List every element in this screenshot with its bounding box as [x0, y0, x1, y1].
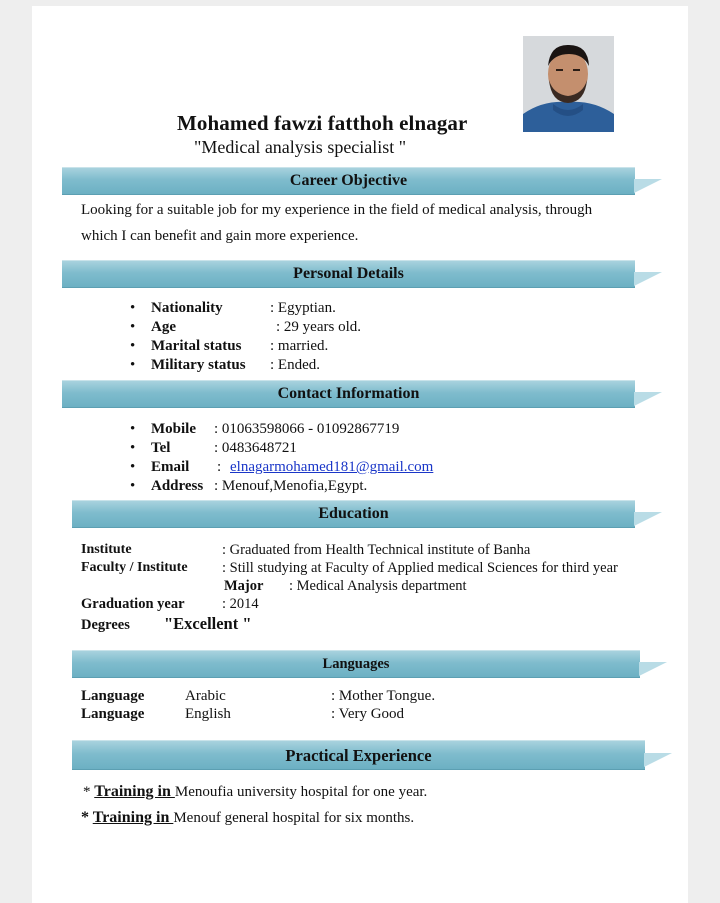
tel-label: Tel: [151, 440, 171, 456]
section-heading-contact: Contact Information: [277, 385, 420, 402]
band-arrow-icon: [634, 175, 662, 193]
faculty-value: : Still studying at Faculty of Applied medical Sciences for third year: [222, 560, 618, 576]
profile-photo: [523, 36, 614, 132]
bullet-icon: •: [130, 459, 136, 475]
language-label: Language: [81, 688, 145, 704]
band-arrow-icon: [634, 388, 662, 406]
major-value: : Medical Analysis department: [289, 578, 467, 594]
bullet-icon: •: [130, 300, 136, 316]
email-link[interactable]: elnagarmohamed181@gmail.com: [230, 459, 434, 475]
tel-value: : 0483648721: [214, 440, 297, 456]
nationality-value: : Egyptian.: [270, 300, 336, 316]
language-level: : Mother Tongue.: [331, 688, 436, 704]
marital-label: Marital status: [151, 338, 242, 354]
experience-text: Menoufia university hospital for one year.: [174, 784, 428, 800]
section-heading-experience: Practical Experience: [285, 746, 432, 765]
mobile-value: : 01063598066 - 01092867719: [214, 421, 400, 437]
language-level: : Very Good: [331, 706, 405, 722]
experience-text: Menouf general hospital for six months.: [173, 810, 415, 826]
military-label: Military status: [151, 357, 246, 373]
experience-prefix: *: [81, 809, 93, 826]
bullet-icon: •: [130, 357, 136, 373]
marital-value: : married.: [270, 338, 329, 354]
age-value: : 29 years old.: [276, 319, 361, 335]
graduation-label: Graduation year: [81, 596, 185, 612]
institute-value: : Graduated from Health Technical institute of Banha: [222, 542, 531, 558]
career-line-1: Looking for a suitable job for my experience in the field of medical analysis, through: [81, 202, 593, 218]
language-name: Arabic: [185, 688, 226, 704]
section-heading-education: Education: [318, 505, 389, 522]
major-label: Major: [224, 578, 264, 594]
bullet-icon: •: [130, 319, 136, 335]
person-portrait-icon: [523, 36, 614, 132]
section-heading-languages: Languages: [322, 656, 390, 672]
experience-item: [83, 783, 427, 801]
experience-training-label: Training in: [92, 809, 174, 826]
address-label: Address: [151, 478, 204, 494]
email-colon: :: [217, 459, 222, 475]
nationality-label: Nationality: [151, 300, 223, 316]
email-label: Email: [151, 459, 190, 475]
band-arrow-icon: [634, 268, 662, 286]
mobile-label: Mobile: [151, 421, 196, 437]
experience-prefix: *: [83, 784, 95, 800]
career-line-2: which I can benefit and gain more experience.: [81, 228, 359, 244]
experience-training-label: Training in: [94, 783, 175, 800]
candidate-name: Mohamed fawzi fatthoh elnagar: [177, 111, 468, 135]
language-name: English: [185, 706, 231, 722]
section-heading-career: Career Objective: [289, 172, 408, 189]
section-heading-personal: Personal Details: [293, 265, 404, 282]
bullet-icon: •: [130, 338, 136, 354]
language-label: Language: [81, 706, 145, 722]
band-arrow-icon: [644, 749, 672, 767]
age-label: Age: [151, 319, 176, 335]
bullet-icon: •: [130, 440, 136, 456]
bullet-icon: •: [130, 478, 136, 494]
degrees-label: Degrees: [81, 617, 130, 633]
candidate-title: "Medical analysis specialist ": [194, 137, 407, 157]
military-value: : Ended.: [270, 357, 320, 373]
institute-label: Institute: [81, 542, 132, 557]
address-value: : Menouf,Menofia,Egypt.: [214, 478, 368, 494]
faculty-label: Faculty / Institute: [81, 560, 188, 575]
band-arrow-icon: [639, 658, 667, 676]
graduation-value: : 2014: [222, 596, 259, 612]
experience-item: [81, 809, 414, 827]
bullet-icon: •: [130, 421, 136, 437]
band-arrow-icon: [634, 508, 662, 526]
degrees-value: "Excellent ": [164, 614, 252, 633]
